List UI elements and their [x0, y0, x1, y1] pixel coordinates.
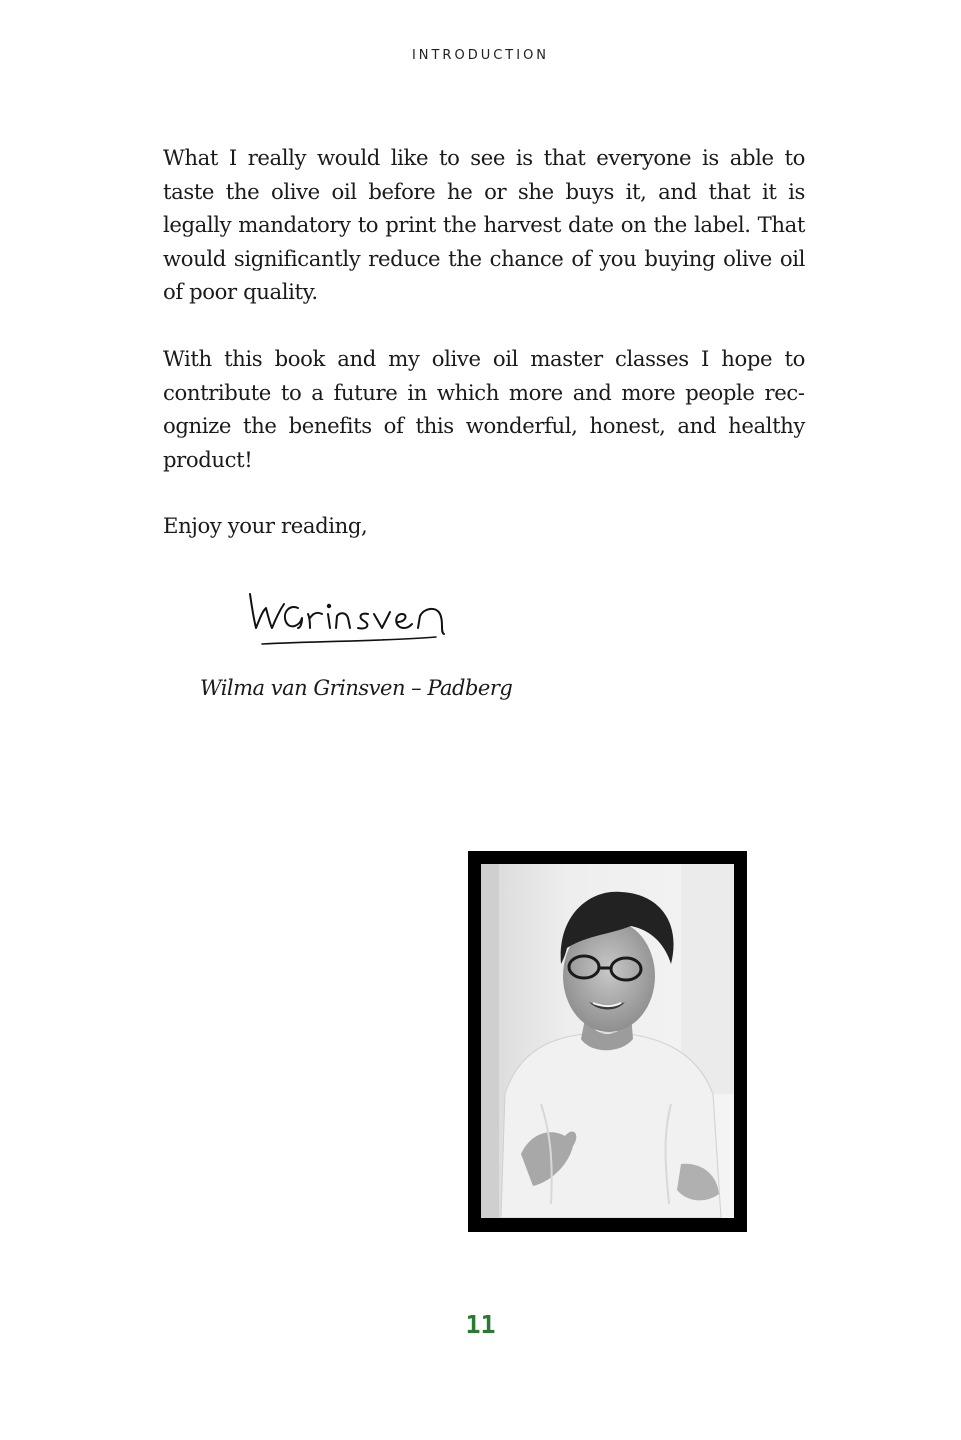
author-name: Wilma van Grinsven – Padberg [200, 676, 513, 700]
running-header: INTRODUCTION [411, 48, 550, 63]
body-paragraph-2: With this book and my olive oil master classes I hope to contribute to a future in which more and more people recognize the benefits of this wonderful, honest, and healthy product! [163, 346, 805, 472]
handwritten-signature [240, 578, 500, 650]
portrait-photo [481, 864, 734, 1218]
closing-greeting: Enjoy your reading, [163, 513, 368, 538]
photo-frame [468, 851, 747, 1232]
page-number: 11 [465, 1310, 496, 1339]
body-paragraph-1: What I really would like to see is that everyone is able to taste the olive oil before he or she buys it, and that it is legally mandatory to print the harvest date on the label. That would significantly reduce the chance of you buying olive oil of poor quality. [163, 145, 805, 305]
